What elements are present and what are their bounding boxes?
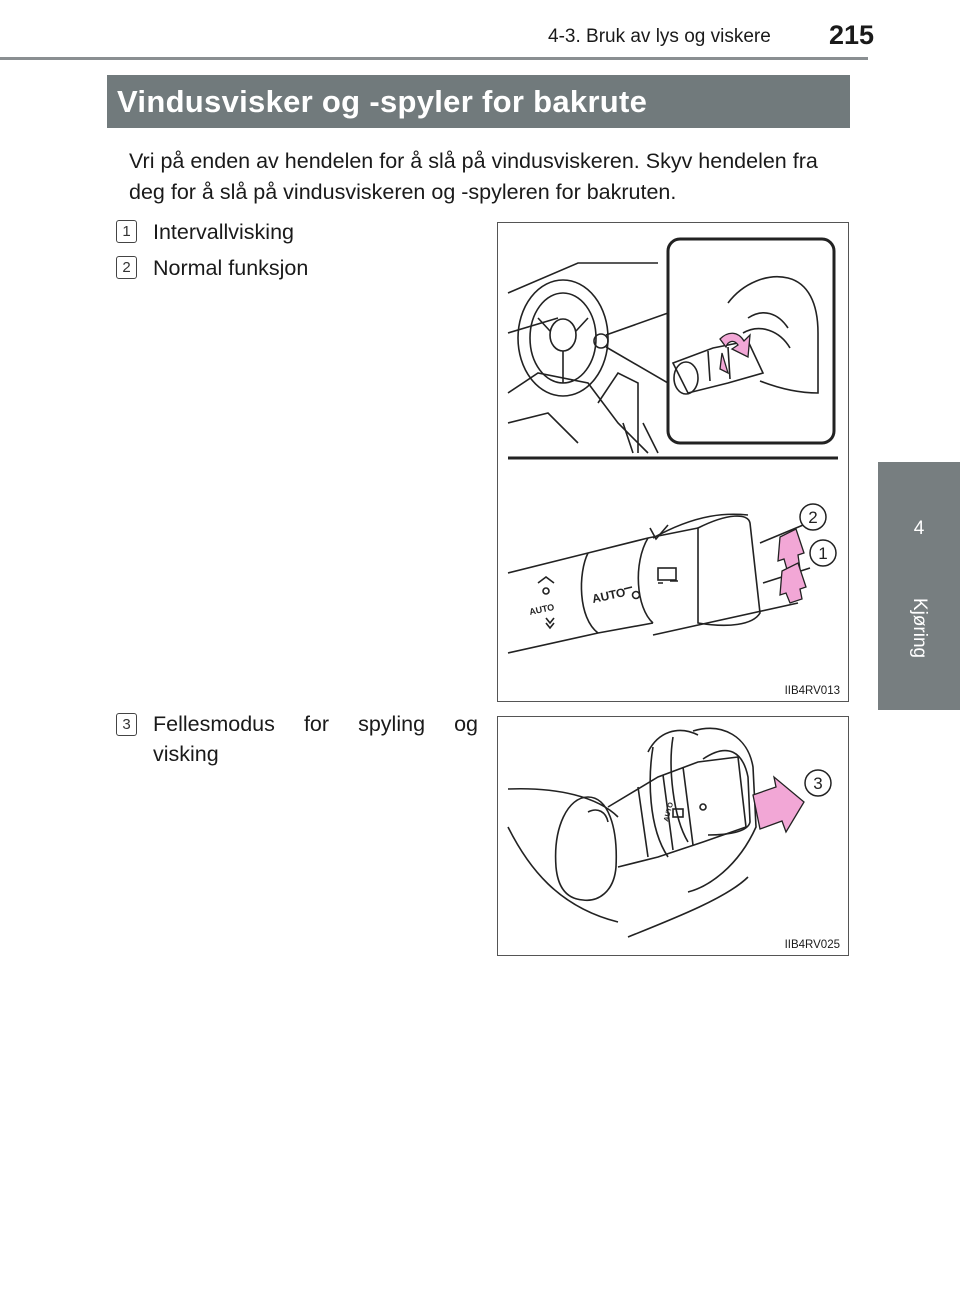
item-number-1: 1 <box>116 220 137 243</box>
figure-lever-overview <box>497 222 849 702</box>
chapter-tab <box>878 462 960 710</box>
callout-3: 3 <box>813 774 823 793</box>
item-label-1: Intervallvisking <box>153 220 294 244</box>
lever-auto-label: AUTO <box>590 585 627 606</box>
section-header: 4-3. Bruk av lys og viskere <box>548 26 771 47</box>
item-number-3: 3 <box>116 713 137 736</box>
intro-paragraph: Vri på enden av hendelen for å slå på vindusviskeren. Skyv hendelen fra deg for å slå på vindusviskeren og -spyleren for bakruten. <box>129 149 818 204</box>
lever-overview-illustration <box>498 223 848 701</box>
item-label-2: Normal funksjon <box>153 256 309 280</box>
figure-code-1: IIB4RV013 <box>784 685 840 697</box>
callout-2: 2 <box>808 508 818 527</box>
item-number-2: 2 <box>116 256 137 279</box>
chapter-title: Kjøring <box>909 597 930 659</box>
figure-lever-push <box>497 716 849 956</box>
section-title: Vindusvisker og -spyler for bakrute <box>117 84 648 119</box>
item-label-3: Fellesmodus for spyling og visking <box>153 712 478 766</box>
chapter-number: 4 <box>913 518 925 539</box>
header-rule <box>0 57 868 60</box>
figure-code-2: IIB4RV025 <box>784 939 840 951</box>
callout-1: 1 <box>818 544 828 563</box>
lever-auto-label-2: AUTO <box>663 801 676 823</box>
lever-auto-small-label: AUTO <box>528 601 556 617</box>
lever-push-illustration <box>498 717 848 955</box>
page-number: 215 <box>829 20 875 50</box>
